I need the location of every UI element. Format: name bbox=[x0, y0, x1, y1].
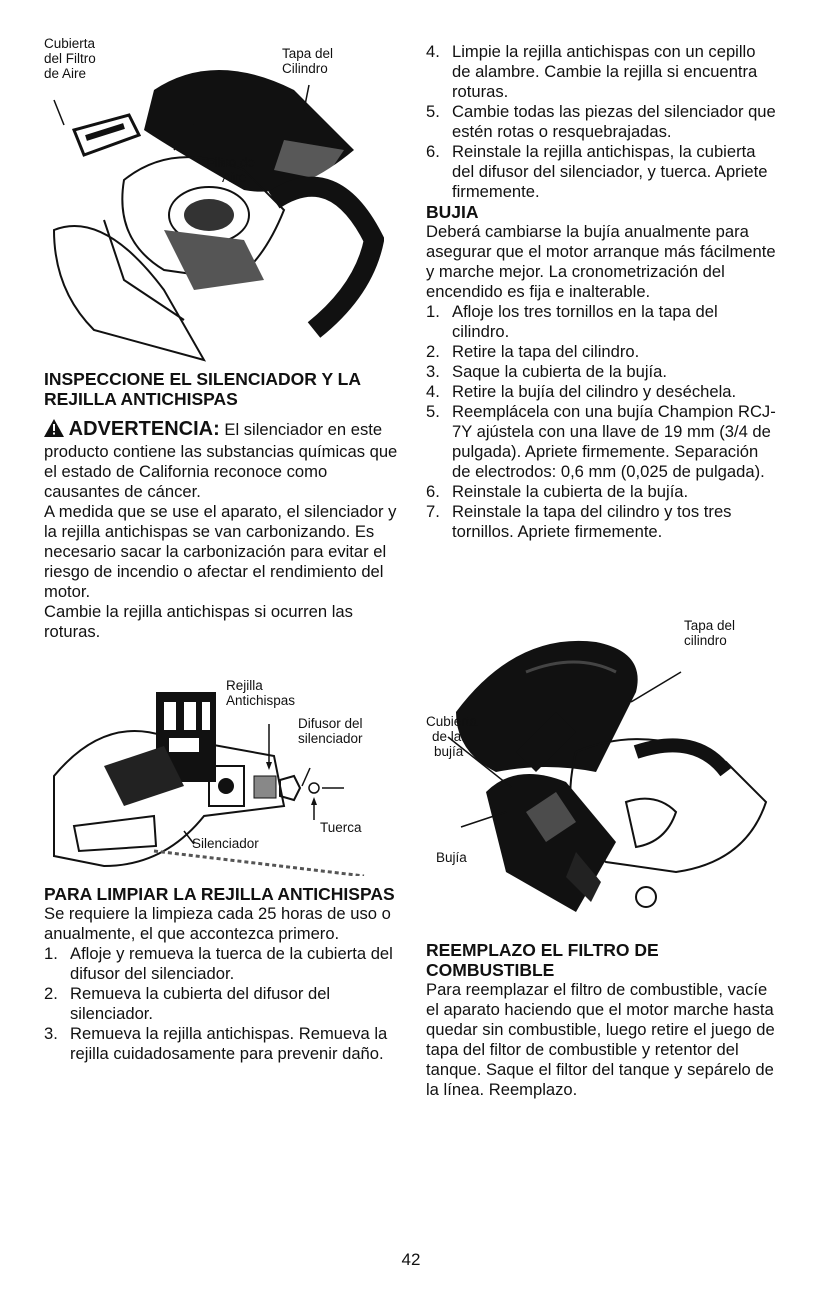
diffuser-label: Difusor del silenciador bbox=[298, 716, 363, 746]
air-filter-illustration bbox=[44, 30, 384, 370]
spark-screen-figure bbox=[44, 676, 374, 876]
fuel-heading: REEMPLAZO EL FILTRO DE COMBUSTIBLE bbox=[426, 940, 659, 980]
list-item: 5. Reemplácela con una bujía Champion RCJ-7Y ajústela con una llave de 19 mm (3/4 de pulgada). Apriete firmemente. Separación de electrodos: 0,6 mm (0,025 de pulgada). bbox=[426, 402, 776, 481]
clean-steps-left bbox=[44, 944, 404, 1064]
spark-screen-label: Rejilla Antichispas bbox=[226, 678, 296, 708]
spark-plug-illustration bbox=[426, 612, 778, 932]
muffler-paragraph-2: Cambie la rejilla antichispas si ocurren las roturas. bbox=[44, 602, 353, 641]
list-item: 3. Saque la cubierta de la bujía. bbox=[426, 362, 667, 381]
clean-intro: Se requiere la limpieza cada 25 horas de uso o anualmente, el que accontezca primero. bbox=[44, 904, 391, 943]
muffler-label: Silenciador bbox=[192, 836, 259, 851]
list-item: 3. Remueva la rejilla antichispas. Remueva la rejilla cuidadosamente para prevenir daño. bbox=[44, 1024, 388, 1063]
muffler-paragraph-1: A medida que se use el aparato, el silenciador y la rejilla antichispas se van carbonizando. Es necesario sacar la carbonización para evitar el riesgo de incendio o afectar el rendimiento del motor. bbox=[44, 502, 397, 601]
fuel-section bbox=[426, 940, 778, 1100]
air-filter-cover-label: Cubierta del Filtro de Aire bbox=[44, 36, 96, 81]
fuel-text: Para reemplazar el filtro de combustible, vacíe el aparato haciendo que el motor marche hasta quedar sin combustible, luego retire el juego de tapa del filtor de combustible y retentor del tanque. Saque el filtor del tanque y sepárelo de la línea. Reemplazo. bbox=[426, 980, 775, 1099]
list-item: 4. Limpie la rejilla antichispas con un cepillo de alambre. Cambie la rejilla si encuentra roturas. bbox=[426, 42, 758, 101]
muffler-heading: INSPECCIONE EL SILENCIADOR Y LA REJILLA ANTICHISPAS bbox=[44, 369, 361, 409]
clean-heading: PARA LIMPIAR LA REJILLA ANTICHISPAS bbox=[44, 884, 395, 904]
spark-heading: BUJIA bbox=[426, 202, 479, 222]
cylinder-cover-label-2: Tapa del cilindro bbox=[684, 618, 736, 648]
spark-plug-label: Bujía bbox=[436, 850, 467, 865]
list-item: 6. Reinstale la rejilla antichispas, la cubierta del difusor del silenciador, y tuerca. Apriete firmemente. bbox=[426, 142, 768, 201]
page-number: 42 bbox=[401, 1250, 421, 1269]
clean-steps-right bbox=[426, 42, 778, 202]
list-item: 7. Reinstale la tapa del cilindro y tos tres tornillos. Apriete firmemente. bbox=[426, 502, 732, 541]
list-item: 2. Remueva la cubierta del difusor del silenciador. bbox=[44, 984, 331, 1023]
warning-block bbox=[44, 419, 404, 642]
air-filter-label: Filtro de Aire bbox=[206, 155, 255, 185]
list-item: 6. Reinstale la cubierta de la bujía. bbox=[426, 482, 689, 501]
list-item: 1. Afloje los tres tornillos en la tapa del cilindro. bbox=[426, 302, 718, 341]
spark-cover-label: Cubierta de la bujía bbox=[426, 714, 478, 759]
cylinder-cover-label: Tapa del Cilindro bbox=[282, 46, 334, 76]
air-filter-figure bbox=[44, 30, 384, 370]
warning-word: ADVERTENCIA: bbox=[68, 418, 220, 440]
spark-plug-figure bbox=[426, 612, 778, 932]
list-item: 5. Cambie todas las piezas del silenciador que estén rotas o resquebrajadas. bbox=[426, 102, 776, 141]
nut-label: Tuerca bbox=[320, 820, 362, 835]
clean-section bbox=[44, 884, 404, 1064]
spark-steps bbox=[426, 302, 778, 542]
warning-text: El silenciador en este producto contiene las substancias químicas que el estado de California reconoce como causantes de cáncer. bbox=[44, 420, 398, 501]
list-item: 4. Retire la bujía del cilindro y deséchela. bbox=[426, 382, 737, 401]
list-item: 1. Afloje y remueva la tuerca de la cubierta del difusor del silenciador. bbox=[44, 944, 393, 983]
clean-steps-continued bbox=[426, 42, 778, 542]
list-item: 2. Retire la tapa del cilindro. bbox=[426, 342, 640, 361]
warning-icon bbox=[44, 419, 64, 442]
spark-intro: Deberá cambiarse la bujía anualmente para asegurar que el motor arranque más fácilmente y marche mejor. La cronometrización del encendido es fija e inalterable. bbox=[426, 222, 776, 301]
